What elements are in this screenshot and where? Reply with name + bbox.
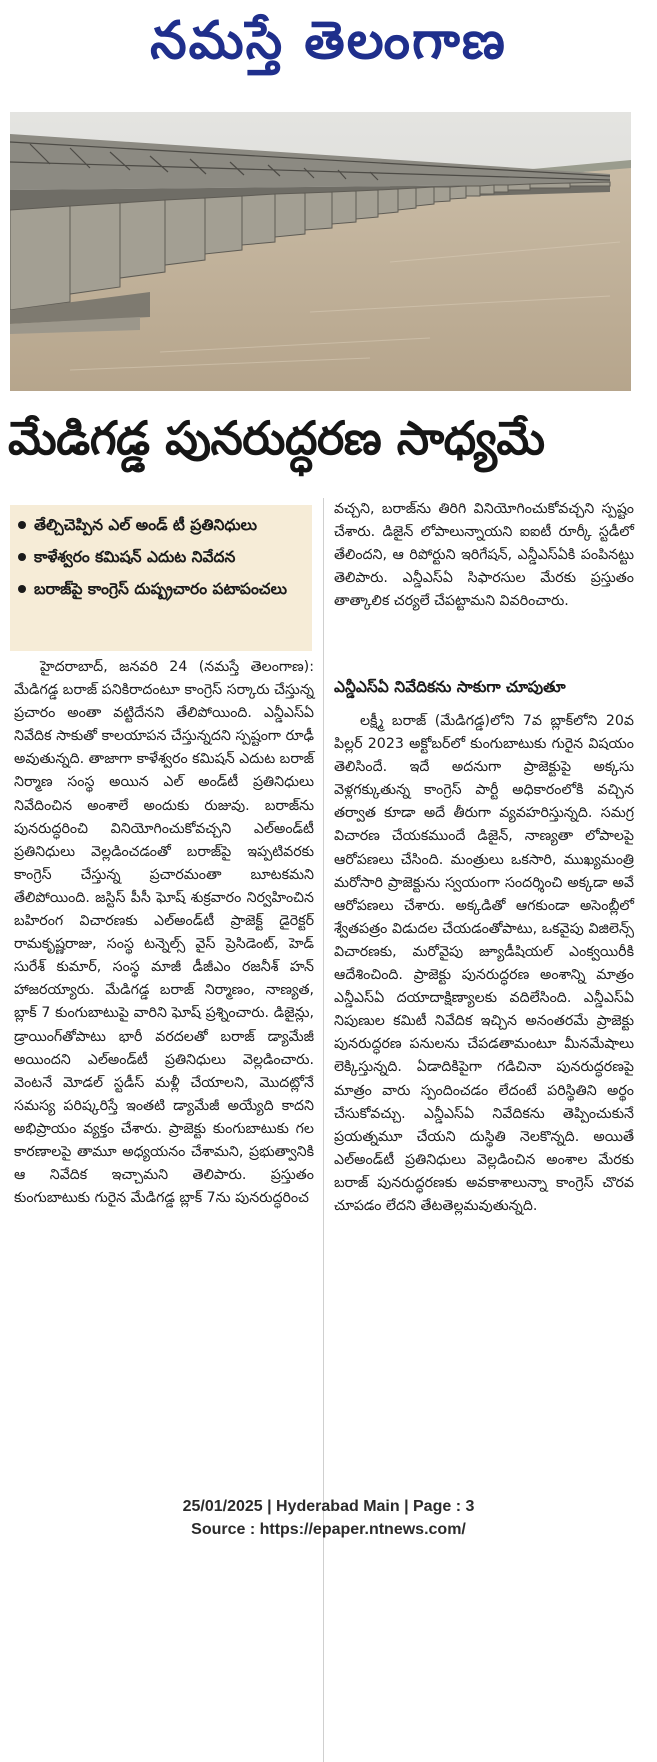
column-divider xyxy=(323,498,324,1762)
article-subheading: ఎన్డీఎస్ఏ నివేదికను సాకుగా చూపుతూ xyxy=(334,678,566,696)
highlight-text: కాళేశ్వరం కమిషన్ ఎదుట నివేదన xyxy=(34,548,236,566)
highlight-item xyxy=(18,511,306,539)
highlight-text: తేల్చిచెప్పిన ఎల్ అండ్ టీ ప్రతినిధులు xyxy=(34,516,257,534)
article-body-left-column: హైదరాబాద్, జనవరి 24 (నమస్తే తెలంగాణ): మేడిగడ్డ బరాజ్ పనికిరాదంటూ కాంగ్రెస్ సర్కారు చేస్తున్న ప్రచారం అంతా వట్టిదేనని తేలిపోయింది. ఎన్డీఎస్ఏ నివేదిక సాకుతో కాలయాపన చేస్తున్నదని స్పష్టంగా రూఢీ అవుతున్నది. తాజాగా కాళేశ్వరం కమిషన్ ఎదుట బరాజ్ నిర్మాణ సంస్థ అయిన ఎల్ అండ్‌టీ ప్రతినిధులు నివేదించిన అంశాలే అందుకు రుజువు. బరాజ్‌ను పునరుద్ధరించి వినియోగించుకోవచ్చని ఎల్అండ్‌టీ ప్రతినిధులు వెల్లడించడంతో బరాజ్‌పై ఇప్పటివరకు కాంగ్రెస్ చేస్తున్న ప్రచారమంతా బూటకమని తేలిపోయింది. జస్టిస్ పీసీ ఘోష్ శుక్రవారం నిర్వహించిన బహిరంగ విచారణకు ఎల్అండ్‌టీ ప్రాజెక్ట్ డైరెక్టర్ రామకృష్ణరాజు, సంస్థ టన్నెల్స్ వైస్ ప్రెసిడెంట్, హెడ్ సురేశ్ కుమార్, సంస్థ మాజీ డీజీఎం రజనీశ్ హన్ హాజరయ్యారు. మేడిగడ్డ బరాజ్ నిర్మాణం, నాణ్యత, బ్లాక్ 7 కుంగుబాటుపై వారిని ఘోష్ ప్రశ్నించారు. డిజైన్లు, డ్రాయింగ్‌తోపాటు భారీ వరదలతో బరాజ్ డ్యామేజీ అయిందని ఎల్అండ్‌టీ ప్రతినిధులు వెల్లడించారు. వెంటనే మోడల్ స్టడీస్ మళ్లీ చేయాలని, మొదట్లోనే సమస్య పరిష్కరిస్తే ఇంతటి డ్యామేజీ అయ్యేది కాదని అభిప్రాయం వ్యక్తం చేశారు. ప్రాజెక్టు కుంగుబాటుకు గల కారణాలపై తామూ అధ్యయనం చేశామని, ప్రభుత్వానికి ఆ నివేదిక ఇచ్చామని తెలిపారు. ప్రస్తుతం కుంగుబాటుకు గురైన మేడిగడ్డ బ్లాక్ 7ను పునరుద్ధరించ xyxy=(14,659,314,1207)
barrage-photo xyxy=(10,112,631,391)
bullet-icon xyxy=(18,585,26,593)
highlights-box xyxy=(10,505,312,651)
article-headline: మేడిగడ్డ పునరుద్ధరణ సాధ్యమే xyxy=(8,411,545,465)
source-link[interactable]: Source : https://epaper.ntnews.com/ xyxy=(191,1521,466,1538)
highlight-item xyxy=(18,575,306,603)
highlight-item xyxy=(18,543,306,571)
bullet-icon xyxy=(18,521,26,529)
highlight-text: బరాజ్‌పై కాంగ్రెస్ దుష్ప్రచారం పటాపంచలు xyxy=(34,580,287,598)
article-body-right-column-bottom: లక్ష్మీ బరాజ్ (మేడిగడ్డ)లోని 7వ బ్లాక్‌లోని 20వ పిల్లర్ 2023 అక్టోబర్‌లో కుంగుబాటుకు గురైన విషయం తెలిసిందే. ఇదే అదనుగా ప్రాజెక్టుపై అక్కసు వెళ్లగక్కుతున్న కాంగ్రెస్ పార్టీ అధికారంలోకి వచ్చిన తర్వాత కూడా అదే తీరుగా వ్యవహరిస్తున్నది. సమగ్ర విచారణ చేయకముందే డిజైన్, నాణ్యతా లోపాలపై ఆరోపణలు చేసింది. మంత్రులు ఒకసారి, ముఖ్యమంత్రి మరోసారి ప్రాజెక్టును స్వయంగా సందర్శించి అక్కడా అవే ఆరోపణలు చేశారు. అక్కడితో ఆగకుండా అసెంబ్లీలో శ్వేతపత్రం విడుదల చేయడంతోపాటు, ఒకవైపు విజిలెన్స్ విచారణకు, మరోవైపు జ్యూడీషియల్ ఎంక్వయిరీకి ఆదేశించింది. ప్రాజెక్టు పునరుద్ధరణ అంశాన్ని మాత్రం ఎన్డీఎస్ఏ దయాదాక్షిణ్యాలకు వదిలేసింది. ఎన్డీఎస్ఏ నిపుణుల కమిటీ నివేదిక ఇచ్చిన అనంతరమే ప్రాజెక్టు పునరుద్ధరణ పనులను చేపడతామంటూ మీనమేషాలు లెక్కిస్తున్నది. ఏడాదికిపైగా గడిచినా పునరుద్ధరణపై మాత్రం వారు స్పందించడం లేదంటే పరిస్థితిని అర్థం చేసుకోవచ్చు. ఎన్డీఎస్ఏ నివేదికను తెప్పించుకునే ప్రయత్నమూ చేయని దుస్థితి నెలకొన్నది. అయితే ఎల్అండ్‌టీ ప్రతినిధులు వెల్లడించిన అంశాల మేరకు బరాజ్ పునరుద్ధరణకు అవకాశాలున్నా కాంగ్రెస్ చొరవ చూపడం లేదని తేటతెల్లమవుతున్నది. xyxy=(334,713,634,1214)
article-body-right-column-top: వచ్చని, బరాజ్‌ను తిరిగి వినియోగించుకోవచ్చని స్పష్టం చేశారు. డిజైన్ లోపాలున్నాయని ఐఐటీ రూర్కీ స్టడీలో తేలిందని, ఆ రిపోర్టుని ఇరిగేషన్, ఎన్డీఎస్ఏకి పంపినట్టు తెలిపారు. ఎన్డీఎస్ఏ సిఫారసుల మేరకు ప్రస్తుతం తాత్కాలిక చర్యలే చేపట్టామని వివరించారు. xyxy=(334,501,634,610)
newspaper-masthead: నమస్తే తెలంగాణ xyxy=(150,11,507,71)
bullet-icon xyxy=(18,553,26,561)
edition-info: 25/01/2025 | Hyderabad Main | Page : 3 xyxy=(182,1498,475,1515)
